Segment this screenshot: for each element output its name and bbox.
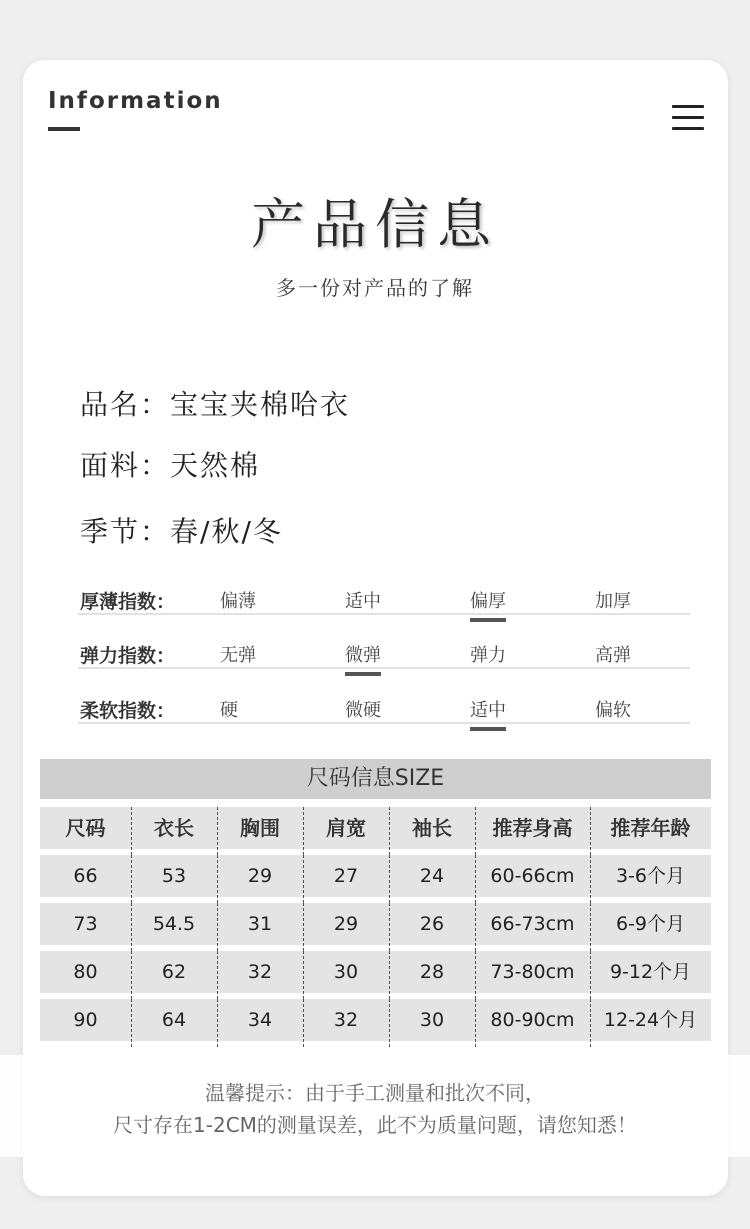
table-cell: 29: [333, 913, 359, 935]
index-label: 弹力指数：: [80, 645, 176, 667]
column-divider: [217, 951, 218, 999]
table-row: [40, 903, 711, 945]
index-label: 厚薄指数：: [80, 591, 176, 613]
table-cell: 28: [419, 961, 445, 983]
spec-key: 面料：: [80, 449, 171, 482]
column-divider: [303, 807, 304, 855]
index-row: [78, 583, 690, 615]
column-divider: [475, 855, 476, 903]
index-row: [78, 692, 690, 724]
table-header-cell: 衣长: [154, 816, 194, 840]
column-divider: [217, 807, 218, 855]
spec-value: 天然棉: [170, 449, 261, 482]
table-cell: 73: [73, 913, 98, 935]
column-divider: [590, 855, 591, 903]
table-row: [40, 855, 711, 897]
table-cell: 34: [247, 1009, 273, 1031]
spec-value: 宝宝夹棉哈衣: [170, 388, 351, 421]
index-option: 硬: [220, 700, 238, 721]
index-option: 微硬: [345, 700, 381, 721]
column-divider: [475, 999, 476, 1047]
column-divider: [217, 855, 218, 903]
index-option: 无弹: [220, 645, 256, 666]
column-divider: [131, 807, 132, 855]
column-divider: [217, 903, 218, 951]
spec-key: 季节：: [80, 515, 171, 548]
spec-fabric: [80, 444, 260, 484]
table-cell: 54.5: [152, 913, 196, 935]
column-divider: [475, 903, 476, 951]
spec-value: 春/秋/冬: [170, 515, 283, 548]
table-cell: 9-12个月: [609, 961, 692, 983]
column-divider: [475, 807, 476, 855]
column-divider: [475, 951, 476, 999]
table-cell: 60-66cm: [490, 865, 575, 887]
column-divider: [217, 999, 218, 1047]
table-row: [40, 999, 711, 1041]
page-subtitle: 多一份对产品的了解: [276, 276, 474, 300]
table-cell: 80-90cm: [490, 1009, 575, 1031]
column-divider: [131, 903, 132, 951]
column-divider: [303, 999, 304, 1047]
size-table: [40, 807, 711, 1047]
column-divider: [389, 999, 390, 1047]
column-divider: [590, 999, 591, 1047]
column-divider: [303, 951, 304, 999]
table-cell: 90: [73, 1009, 98, 1031]
index-option: 适中: [345, 591, 381, 612]
spec-season: [80, 510, 283, 550]
index-option: 偏薄: [220, 591, 256, 612]
table-cell: 32: [333, 1009, 359, 1031]
table-cell: 53: [161, 865, 187, 887]
column-divider: [389, 807, 390, 855]
notice-line-1: 温馨提示：由于手工测量和批次不同，: [205, 1081, 545, 1105]
table-header-cell: 肩宽: [326, 816, 366, 840]
table-cell: 66-73cm: [490, 913, 575, 935]
spec-product-name: [80, 383, 350, 423]
table-cell: 62: [161, 961, 187, 983]
section-label-underline: [48, 127, 80, 131]
index-option: 偏软: [595, 700, 631, 721]
notice-band: [0, 1055, 750, 1157]
index-row: [78, 637, 690, 669]
table-cell: 3-6个月: [615, 865, 686, 887]
table-cell: 80: [73, 961, 98, 983]
column-divider: [303, 855, 304, 903]
table-cell: 24: [419, 865, 445, 887]
table-cell: 26: [419, 913, 445, 935]
table-header-cell: 推荐年龄: [610, 816, 691, 840]
table-cell: 31: [247, 913, 273, 935]
table-cell: 32: [247, 961, 273, 983]
section-label: Information: [48, 88, 223, 114]
index-option: 弹力: [470, 645, 506, 666]
column-divider: [389, 855, 390, 903]
table-cell: 73-80cm: [490, 961, 575, 983]
table-cell: 6-9个月: [615, 913, 686, 935]
index-label: 柔软指数：: [80, 700, 176, 722]
table-row: [40, 951, 711, 993]
column-divider: [590, 951, 591, 999]
table-header-cell: 袖长: [412, 816, 452, 840]
spec-key: 品名：: [80, 388, 171, 421]
table-cell: 30: [333, 961, 359, 983]
table-cell: 12-24个月: [603, 1009, 698, 1031]
table-header-row: [40, 807, 711, 849]
column-divider: [131, 999, 132, 1047]
column-divider: [131, 855, 132, 903]
table-cell: 66: [73, 865, 98, 887]
table-cell: 64: [161, 1009, 187, 1031]
index-option: 加厚: [595, 591, 631, 612]
table-cell: 29: [247, 865, 273, 887]
table-header-cell: 推荐身高: [492, 816, 573, 840]
column-divider: [590, 903, 591, 951]
column-divider: [131, 951, 132, 999]
table-header-cell: 胸围: [240, 816, 280, 840]
notice-line-2: 尺寸存在1-2CM的测量误差，此不为质量问题，请您知悉！: [113, 1113, 637, 1137]
table-header-cell: 尺码: [65, 816, 106, 840]
column-divider: [389, 951, 390, 999]
page-title: 产品信息: [251, 193, 499, 256]
menu-icon[interactable]: [672, 105, 704, 131]
index-option: 偏厚: [470, 587, 506, 613]
index-option: 适中: [470, 696, 506, 722]
column-divider: [303, 903, 304, 951]
column-divider: [389, 903, 390, 951]
index-option: 高弹: [595, 645, 631, 666]
table-cell: 30: [419, 1009, 445, 1031]
size-table-title: 尺码信息SIZE: [40, 759, 711, 799]
index-option: 微弹: [345, 641, 381, 667]
column-divider: [590, 807, 591, 855]
table-cell: 27: [333, 865, 359, 887]
